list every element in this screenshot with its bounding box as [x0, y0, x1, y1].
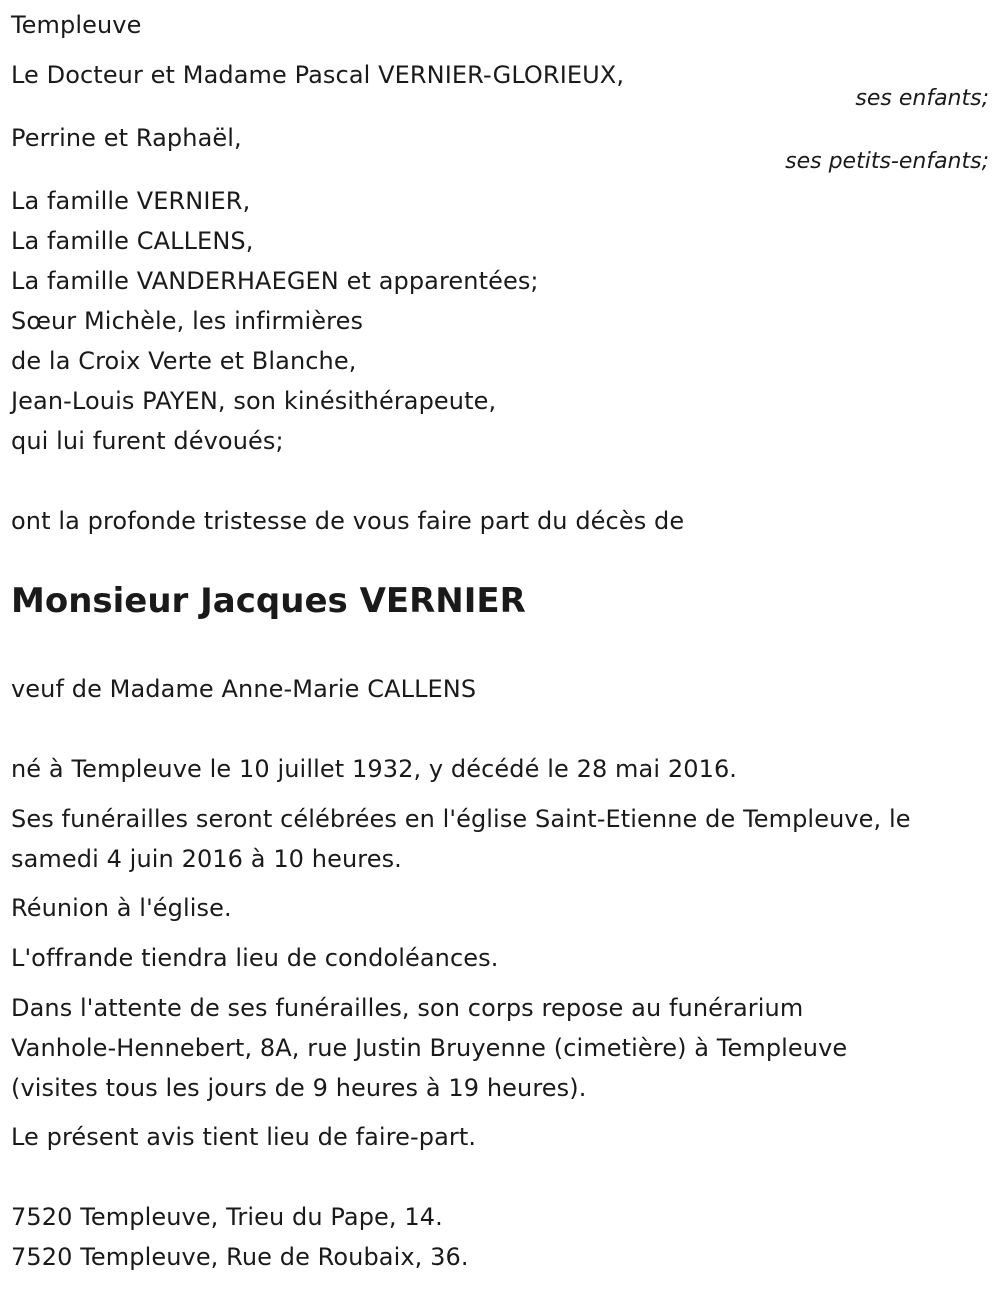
grandchildren-line: Perrine et Raphaël,	[11, 124, 242, 152]
funeral-line-1: Ses funérailles seront célébrées en l'église Saint-Etienne de Templeuve, le	[11, 805, 911, 833]
funeral-line-2: samedi 4 juin 2016 à 10 heures.	[11, 845, 402, 873]
repose-line-1: Dans l'attente de ses funérailles, son corps repose au funérarium	[11, 994, 804, 1022]
location-heading: Templeuve	[11, 11, 142, 39]
children-label: ses enfants;	[855, 86, 989, 111]
family-line-7: qui lui furent dévoués;	[11, 427, 284, 455]
repose-line-3: (visites tous les jours de 9 heures à 19 heures).	[11, 1074, 587, 1102]
family-line-3: La famille VANDERHAEGEN et apparentées;	[11, 267, 539, 295]
repose-line-2: Vanhole-Hennebert, 8A, rue Justin Bruyenne (cimetière) à Templeuve	[11, 1034, 848, 1062]
address-line-1: 7520 Templeuve, Trieu du Pape, 14.	[11, 1203, 443, 1231]
family-line-5: de la Croix Verte et Blanche,	[11, 347, 357, 375]
family-line-2: La famille CALLENS,	[11, 227, 254, 255]
notice-line: Le présent avis tient lieu de faire-part.	[11, 1123, 477, 1151]
family-line-6: Jean-Louis PAYEN, son kinésithérapeute,	[11, 387, 497, 415]
widower-line: veuf de Madame Anne-Marie CALLENS	[11, 675, 477, 703]
offering-line: L'offrande tiendra lieu de condoléances.	[11, 944, 499, 972]
deceased-name: Monsieur Jacques VERNIER	[11, 581, 526, 621]
family-line-1: La famille VERNIER,	[11, 187, 251, 215]
meeting-line: Réunion à l'église.	[11, 894, 232, 922]
birth-death-line: né à Templeuve le 10 juillet 1932, y décédé le 28 mai 2016.	[11, 755, 738, 783]
grandchildren-label: ses petits-enfants;	[785, 149, 989, 174]
address-line-2: 7520 Templeuve, Rue de Roubaix, 36.	[11, 1243, 469, 1271]
family-line-4: Sœur Michèle, les infirmières	[11, 307, 364, 335]
children-line: Le Docteur et Madame Pascal VERNIER-GLORIEUX,	[11, 61, 625, 89]
announcement-text: ont la profonde tristesse de vous faire part du décès de	[11, 507, 685, 535]
